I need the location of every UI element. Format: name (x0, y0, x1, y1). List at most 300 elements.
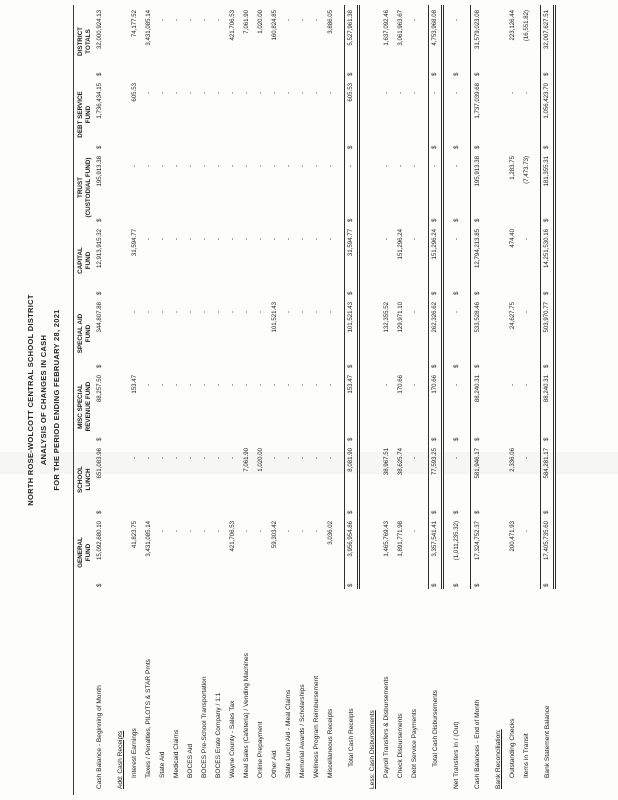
dollar-sign: $ (347, 291, 354, 295)
value-cell: - (312, 19, 320, 22)
value-cell: - (242, 311, 250, 314)
value-cell: 200,471.93 (508, 521, 516, 552)
value-cell: 421,706.53 (228, 521, 236, 552)
value-cell: $ 31,579,023.08 (470, 5, 484, 78)
value-cell: - (214, 92, 222, 95)
value-cell: - (312, 238, 320, 241)
value-cell: - (228, 384, 236, 387)
dollar-sign: $ (473, 145, 481, 149)
table-row (197, 5, 211, 795)
value-cell: - (312, 384, 320, 387)
table-row (393, 5, 407, 795)
value-cell: - (256, 384, 264, 387)
value-cell: - (284, 384, 292, 387)
dollar-sign: $ (431, 72, 438, 76)
value-cell: - (284, 165, 292, 168)
row-label: Payroll Transfers & Disbursements (382, 676, 390, 778)
value-cell: - (284, 92, 292, 95)
table-row (449, 5, 463, 795)
value-cell: - (298, 457, 306, 460)
value-cell: - (214, 457, 222, 460)
value-cell: - (284, 530, 292, 533)
value-cell: - (200, 165, 208, 168)
dollar-sign: $ (473, 291, 481, 295)
column-header-7: DEBT SERVICE FUND (74, 78, 93, 151)
value-cell: - (326, 384, 334, 387)
value-cell: - (228, 238, 236, 241)
value-cell: $ 4,753,968.08 (428, 5, 442, 78)
value-cell: - (298, 238, 306, 241)
value-cell: $ 77,593.25 (428, 443, 442, 516)
value-cell: - (242, 530, 250, 533)
dollar-sign: $ (95, 145, 103, 149)
spacer-row (533, 5, 540, 795)
value-cell: - (522, 384, 530, 387)
row-label: Bank Reconciliation: (494, 729, 502, 789)
value-cell: $ - (452, 19, 460, 76)
value-cell: $ 581,946.17 (470, 443, 484, 516)
table-row (281, 5, 295, 795)
value-cell: 3,431,085.14 (144, 521, 152, 557)
value-cell: - (144, 92, 152, 95)
value-cell: $ 101,521.43 (344, 297, 358, 370)
value-cell: - (312, 165, 320, 168)
value-cell: - (172, 19, 180, 22)
dollar-sign: $ (347, 510, 354, 514)
value-cell: $ 584,281.17 (540, 443, 554, 516)
value-cell: - (410, 92, 418, 95)
row-label: Wellness Program Reimbursement (312, 675, 320, 778)
value-cell: - (158, 92, 166, 95)
value-cell: - (172, 530, 180, 533)
table-row (141, 5, 155, 795)
value-cell: - (242, 384, 250, 387)
spacer-row (358, 5, 365, 795)
spacer-row (337, 5, 344, 795)
value-cell: $ 262,326.62 (428, 297, 442, 370)
value-cell: - (522, 311, 530, 314)
table-row (309, 5, 323, 795)
value-cell: $ 533,528.46 (470, 297, 484, 370)
value-cell: - (200, 311, 208, 314)
value-cell: 129,971.10 (396, 302, 404, 333)
dollar-sign: $ (95, 437, 103, 441)
row-label: Total Cash Receipts (347, 708, 355, 767)
dollar-sign: $ (452, 291, 460, 295)
value-cell: - (228, 457, 236, 460)
value-cell: $ 170.66 (428, 370, 442, 443)
value-cell: - (284, 238, 292, 241)
value-cell: $ 605.53 (344, 78, 358, 151)
value-cell: - (200, 92, 208, 95)
value-cell: - (284, 457, 292, 460)
value-cell: - (522, 530, 530, 533)
value-cell: - (158, 384, 166, 387)
value-cell: - (312, 457, 320, 460)
dollar-sign: $ (347, 437, 354, 441)
value-cell: 7,061.90 (242, 448, 250, 472)
table-row (540, 5, 554, 795)
value-cell: - (270, 238, 278, 241)
value-cell: - (186, 457, 194, 460)
row-label: Debt Service Payments (410, 709, 418, 778)
district-name: NORTH ROSE-WOLCOTT CENTRAL SCHOOL DISTRICT (26, 294, 35, 506)
dollar-sign: $ (543, 291, 550, 295)
value-cell: $ 88,240.31 (540, 370, 554, 443)
value-cell: - (214, 19, 222, 22)
spacer-row (106, 5, 113, 795)
table-row (519, 5, 533, 795)
value-cell: $ 31,594.77 (344, 224, 358, 297)
row-label: Items in Transit (522, 733, 530, 778)
row-label: Online Prepayment (256, 721, 264, 778)
row-label: Check Disbursements (396, 713, 404, 778)
table-row (365, 5, 379, 795)
dollar-sign: $ (431, 364, 438, 368)
dollar-sign: $ (543, 364, 550, 368)
value-cell: - (396, 92, 404, 95)
value-cell: - (410, 530, 418, 533)
row-label: Memorial Awards / Scholarships (298, 684, 306, 778)
value-cell: 3,431,085.14 (144, 10, 152, 46)
value-cell: - (410, 238, 418, 241)
value-cell: - (186, 311, 194, 314)
value-cell: - (144, 165, 152, 168)
cash-analysis-table (73, 5, 556, 795)
dollar-sign: $ (95, 291, 103, 295)
value-cell: - (298, 165, 306, 168)
value-cell: $ 3,357,541.41 (428, 516, 442, 589)
row-label: Miscellaneous Receipts (326, 708, 334, 778)
column-header-5: CAPITAL FUND (74, 224, 93, 297)
value-cell: $ 153.47 (344, 370, 358, 443)
value-cell: - (326, 92, 334, 95)
value-cell: - (382, 238, 390, 241)
value-cell: $ 1,056,423.70 (540, 78, 554, 151)
row-label: Less: Cash Disbursements (368, 710, 376, 789)
value-cell: - (130, 165, 138, 168)
dollar-sign: $ (431, 291, 438, 295)
value-cell: (16,551.82) (522, 10, 530, 42)
value-cell: - (382, 165, 390, 168)
value-cell: - (144, 457, 152, 460)
spacer-row (421, 5, 428, 795)
value-cell: 421,706.53 (228, 10, 236, 41)
dollar-sign: $ (431, 510, 438, 514)
dollar-sign: $ (452, 437, 460, 441)
table-row (225, 5, 239, 795)
row-label: Total Cash Disbursements (431, 690, 439, 767)
dollar-sign: $ (431, 218, 438, 222)
dollar-sign: $ (543, 437, 550, 441)
value-cell: 38,967.51 (382, 448, 390, 476)
dollar-sign: $ (543, 72, 550, 76)
value-cell: - (200, 530, 208, 533)
value-cell: - (326, 238, 334, 241)
value-cell: (7,473.73) (522, 156, 530, 184)
value-cell: $ 32,000,924.13 (95, 10, 103, 76)
value-cell: 1,465,769.43 (382, 521, 390, 557)
value-cell: 59,303.42 (270, 521, 278, 549)
value-cell: $ - (452, 92, 460, 149)
table-row (253, 5, 267, 795)
dollar-sign: $ (431, 145, 438, 149)
value-cell: - (522, 238, 530, 241)
value-cell: $ - (452, 165, 460, 222)
value-cell: - (158, 457, 166, 460)
value-cell: - (410, 165, 418, 168)
dollar-sign: $ (543, 145, 550, 149)
value-cell: - (158, 530, 166, 533)
spacer-row (442, 5, 449, 795)
value-cell: $ 651,083.96 (95, 448, 103, 514)
table-row (379, 5, 393, 795)
dollar-sign: $ (431, 583, 438, 587)
value-cell: $ 195,913.38 (95, 156, 103, 222)
value-cell: - (144, 311, 152, 314)
column-header-8: DISTRICT TOTALS (74, 5, 93, 78)
value-cell: - (144, 384, 152, 387)
table-row (267, 5, 281, 795)
value-cell: 153.47 (130, 375, 138, 394)
value-cell: 101,521.43 (270, 302, 278, 333)
value-cell: - (312, 311, 320, 314)
value-cell: - (242, 92, 250, 95)
value-cell: - (200, 457, 208, 460)
table-header-row (74, 5, 93, 795)
value-cell: - (172, 384, 180, 387)
value-cell: - (158, 165, 166, 168)
value-cell: - (270, 384, 278, 387)
table-row (470, 5, 484, 795)
value-cell: 474.40 (508, 229, 516, 248)
spacer-row (463, 5, 470, 795)
value-cell: $ 32,007,627.51 (540, 5, 554, 78)
value-cell: $ 12,794,213.85 (470, 224, 484, 297)
dollar-sign: $ (452, 145, 460, 149)
value-cell: - (214, 530, 222, 533)
value-cell: 223,126.44 (508, 10, 516, 41)
dollar-sign: $ (95, 72, 103, 76)
value-cell: $ 88,257.50 (95, 375, 103, 441)
value-cell: $ - (428, 151, 442, 224)
table-row (239, 5, 253, 795)
value-cell: $ 14,251,530.16 (540, 224, 554, 297)
value-cell: - (522, 457, 530, 460)
value-cell: 3,886.05 (326, 10, 334, 34)
dollar-sign: $ (473, 510, 481, 514)
value-cell: - (284, 311, 292, 314)
dollar-sign: $ (473, 364, 481, 368)
row-label: State Aid (158, 751, 166, 778)
value-cell: - (214, 311, 222, 314)
report-title: ANALYSIS OF CHANGES IN CASH (39, 334, 48, 466)
value-cell: 1,891,771.98 (396, 521, 404, 557)
table-row (428, 5, 442, 795)
value-cell: - (200, 238, 208, 241)
dollar-sign: $ (452, 583, 460, 587)
value-cell: - (172, 165, 180, 168)
value-cell: - (186, 238, 194, 241)
value-cell: - (522, 92, 530, 95)
value-cell: - (256, 92, 264, 95)
value-cell: - (130, 311, 138, 314)
value-cell: - (326, 165, 334, 168)
value-cell: $ - (344, 151, 358, 224)
value-cell: - (172, 92, 180, 95)
value-cell: 74,177.52 (130, 10, 138, 38)
row-label: Cash Balance - Beginning of Month (95, 685, 103, 789)
value-cell: - (256, 311, 264, 314)
value-cell: - (508, 384, 516, 387)
row-label: Other Aid (270, 750, 278, 778)
dollar-sign: $ (347, 72, 354, 76)
value-cell: - (270, 165, 278, 168)
row-label: BOCES Pre-School Transportation (200, 676, 208, 778)
value-cell: - (326, 457, 334, 460)
value-cell: $ 5,527,961.38 (344, 5, 358, 78)
table-row (211, 5, 225, 795)
value-cell: - (256, 530, 264, 533)
table-row (505, 5, 519, 795)
value-cell: - (172, 311, 180, 314)
value-cell: $ 17,405,735.60 (540, 516, 554, 589)
value-cell: - (508, 92, 516, 95)
value-cell: - (298, 384, 306, 387)
value-cell: 31,594.77 (130, 229, 138, 257)
value-cell: 38,625.74 (396, 448, 404, 476)
row-label: Bank Statement Balance (543, 705, 551, 778)
value-cell: - (410, 384, 418, 387)
value-cell: - (130, 457, 138, 460)
report-period: FOR THE PERIOD ENDING FEBRUARY 28, 2021 (52, 309, 61, 491)
value-cell: - (312, 92, 320, 95)
value-cell: 1,020.00 (256, 448, 264, 472)
value-cell: 170.66 (396, 375, 404, 394)
value-cell: $ - (452, 457, 460, 514)
dollar-sign: $ (431, 437, 438, 441)
dollar-sign: $ (347, 583, 354, 587)
dollar-sign: $ (95, 510, 103, 514)
dollar-sign: $ (452, 218, 460, 222)
value-cell: $ 1,736,434.15 (95, 83, 103, 149)
value-cell: 1,020.00 (256, 10, 264, 34)
value-cell: - (382, 384, 390, 387)
row-label: Interest Earnings (130, 728, 138, 778)
value-cell: - (214, 238, 222, 241)
row-label: Outstanding Checks (508, 718, 516, 778)
value-cell: 3,036.02 (326, 521, 334, 545)
row-label: BOCES Erate Company / 1:1 (214, 692, 222, 778)
value-cell: $ 12,913,915.32 (95, 229, 103, 295)
dollar-sign: $ (473, 583, 481, 587)
table-row (295, 5, 309, 795)
value-cell: - (284, 19, 292, 22)
dollar-sign: $ (347, 218, 354, 222)
value-cell: - (298, 530, 306, 533)
value-cell: - (186, 530, 194, 533)
dollar-sign: $ (95, 583, 103, 587)
value-cell: $ - (428, 78, 442, 151)
dollar-sign: $ (473, 437, 481, 441)
dollar-sign: $ (347, 364, 354, 368)
value-cell: 7,061.90 (242, 10, 250, 34)
value-cell: - (186, 384, 194, 387)
value-cell: - (242, 165, 250, 168)
value-cell: 151,296.24 (396, 229, 404, 260)
column-header-2: SCHOOL LUNCH (74, 443, 93, 516)
value-cell: $ 88,240.31 (470, 370, 484, 443)
value-cell: 132,355.52 (382, 302, 390, 333)
row-label: Taxes / Penalties, PILOTS & STAR Pmts (144, 659, 152, 778)
value-cell: - (158, 19, 166, 22)
row-label: BOCES Aid (186, 743, 194, 778)
value-cell: - (158, 311, 166, 314)
value-cell: - (298, 19, 306, 22)
table-row (344, 5, 358, 795)
value-cell: - (256, 165, 264, 168)
value-cell: 2,336.06 (508, 448, 516, 472)
column-header-6: TRUST (CUSTODIAL FUND) (74, 151, 93, 224)
dollar-sign: $ (95, 364, 103, 368)
value-cell: $ (1,011,235.32) (452, 521, 460, 587)
value-cell: 3,061,963.67 (396, 10, 404, 46)
row-label: Meal Sales (Cafeteria) / Vending Machines (242, 653, 250, 778)
dollar-sign: $ (452, 72, 460, 76)
table-row (155, 5, 169, 795)
value-cell: $ 503,970.77 (540, 297, 554, 370)
value-cell: - (144, 238, 152, 241)
value-cell: 160,824.85 (270, 10, 278, 41)
table-row (183, 5, 197, 795)
value-cell: - (410, 19, 418, 22)
table-row (407, 5, 421, 795)
value-cell: $ 344,807.88 (95, 302, 103, 368)
value-cell: - (298, 92, 306, 95)
value-cell: - (270, 92, 278, 95)
row-label: Medicaid Claims (172, 729, 180, 778)
value-cell: $ 181,355.31 (540, 151, 554, 224)
value-cell: - (270, 457, 278, 460)
value-cell: - (200, 384, 208, 387)
table-row (169, 5, 183, 795)
value-cell: - (172, 238, 180, 241)
dollar-sign: $ (473, 218, 481, 222)
value-cell: - (228, 311, 236, 314)
value-cell: - (410, 311, 418, 314)
value-cell: 41,823.75 (130, 521, 138, 549)
value-cell: - (382, 92, 390, 95)
dollar-sign: $ (543, 510, 550, 514)
value-cell: - (228, 92, 236, 95)
value-cell: $ 15,092,680.10 (95, 521, 103, 587)
value-cell: $ - (452, 238, 460, 295)
value-cell: $ 195,913.38 (470, 151, 484, 224)
value-cell: - (214, 165, 222, 168)
dollar-sign: $ (452, 364, 460, 368)
dollar-sign: $ (543, 583, 550, 587)
value-cell: $ 8,081.90 (344, 443, 358, 516)
dollar-sign: $ (347, 145, 354, 149)
report-title-block (14, 5, 63, 795)
value-cell: - (172, 457, 180, 460)
value-cell: - (186, 92, 194, 95)
value-cell: - (158, 238, 166, 241)
row-label: Wayne County - Sales Tax (228, 700, 236, 778)
rotated-financial-report (14, 5, 604, 795)
dollar-sign: $ (452, 510, 460, 514)
value-cell: $ 17,324,752.37 (470, 516, 484, 589)
